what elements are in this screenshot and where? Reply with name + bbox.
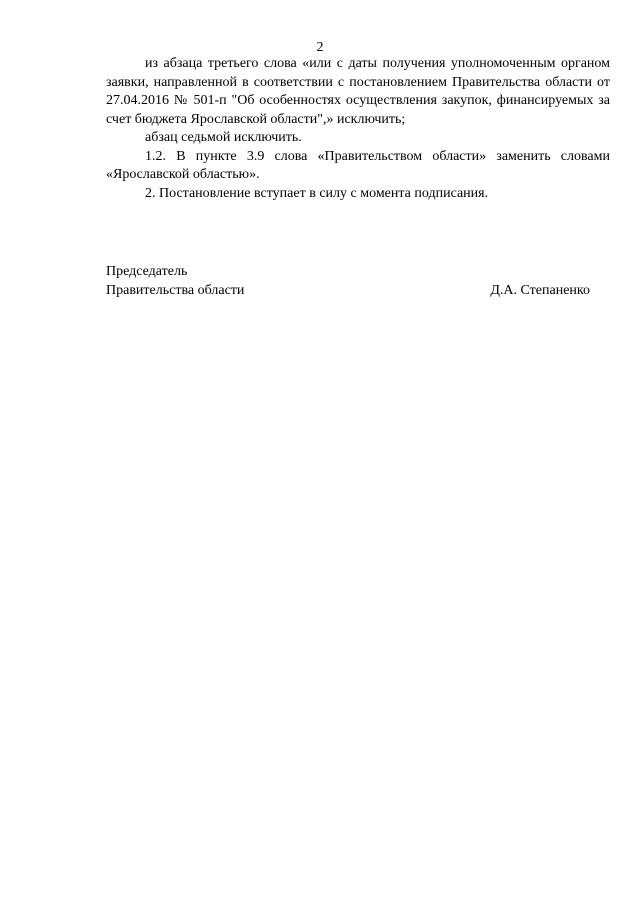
signatory-title-line1: Председатель bbox=[106, 264, 188, 279]
paragraph-item-1-2: 1.2. В пункте 3.9 слова «Правительством области» заменить словами «Ярославской областью». bbox=[106, 148, 610, 182]
signatory-name: Д.А. Степаненко bbox=[490, 282, 590, 298]
paragraph-item-2: 2. Постановление вступает в силу с момента подписания. bbox=[145, 185, 489, 201]
signatory-title-line2: Правительства области bbox=[106, 282, 245, 298]
document-body bbox=[106, 55, 610, 203]
signature-block bbox=[106, 263, 590, 300]
paragraph-abzac-3: из абзаца третьего слова «или с даты получения уполномоченным органом заявки, направленной в соответствии с постановлением Правительства области от 27.04.2016 № 501-п "Об особенностях осуществления закупок, финансируемых за счет бюджета Ярославской области",» исключить; bbox=[106, 56, 610, 127]
page-number: 2 bbox=[316, 40, 324, 55]
signature-line bbox=[106, 282, 590, 301]
paragraph-abzac-7: абзац седьмой исключить. bbox=[145, 130, 302, 145]
